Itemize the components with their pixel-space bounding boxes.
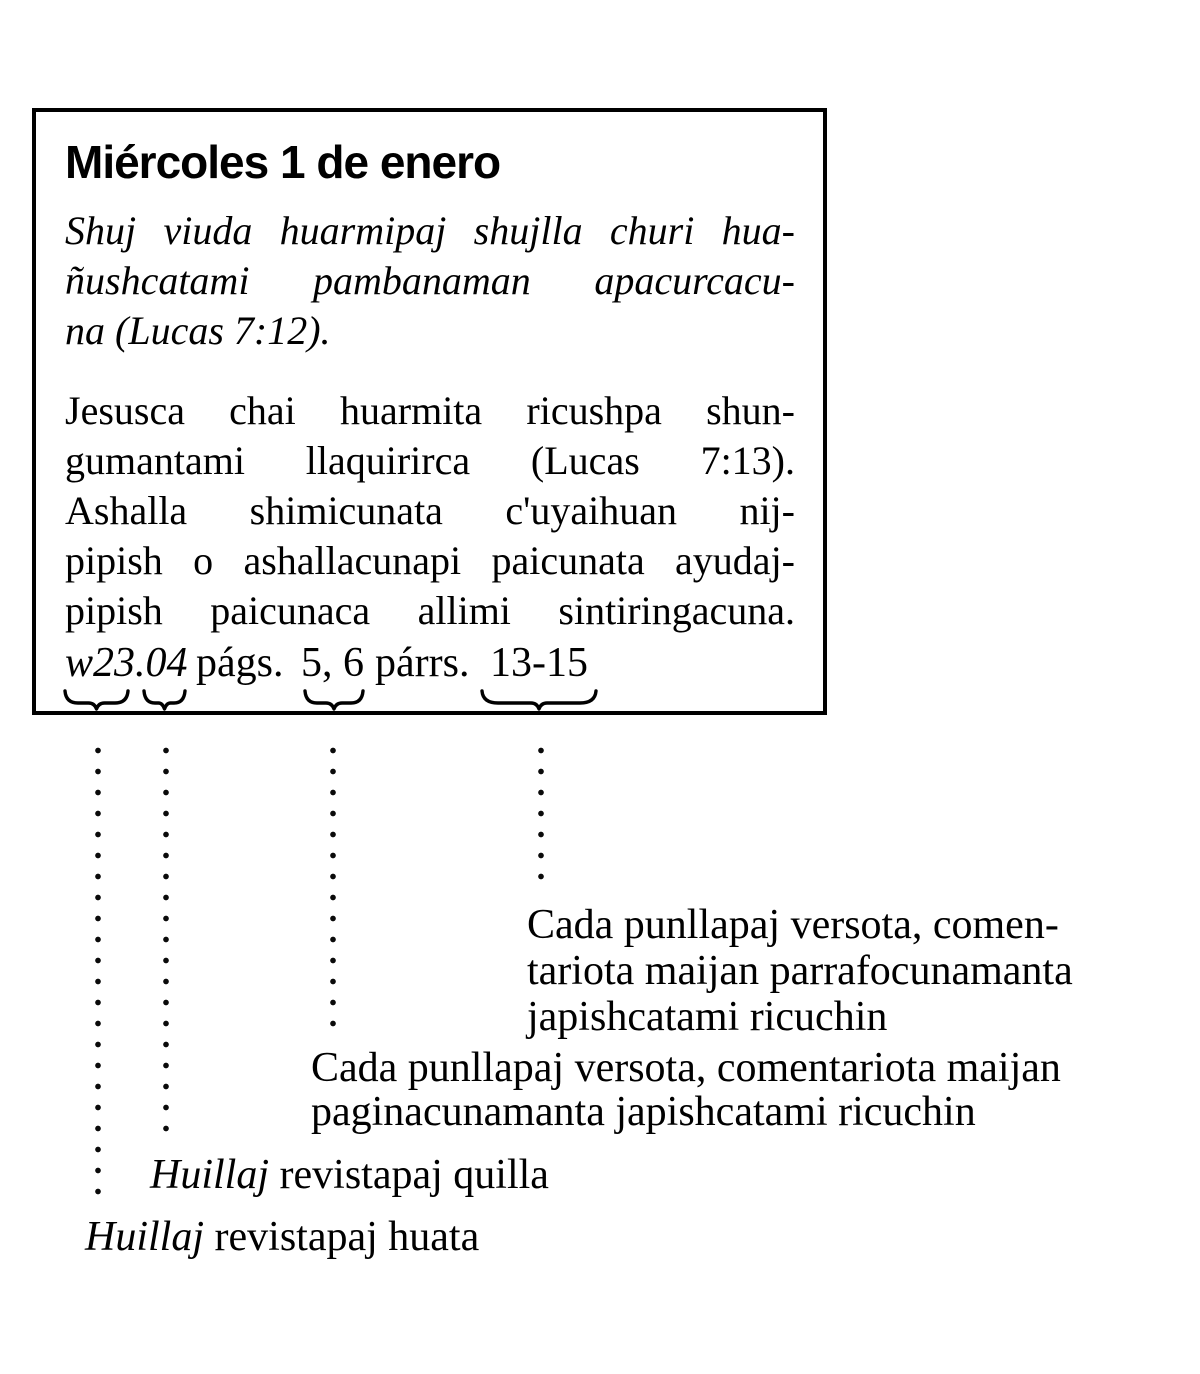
paragraphs-note-line: tariota maijan parrafocunamanta: [527, 948, 1073, 994]
scripture-line: na (Lucas 7:12).: [65, 308, 331, 353]
scripture-text: [65, 206, 795, 356]
comment-line: gumantami llaquirirca (Lucas 7:13).: [65, 438, 795, 483]
paragraphs-note-line: japishcatami ricuchin: [527, 994, 888, 1040]
underbrace-month-icon: [142, 688, 187, 712]
paragraph-numbers: 13-15: [490, 640, 588, 686]
leader-line-year: [95, 740, 101, 1205]
underbrace-year-icon: [63, 688, 130, 712]
month-note: [150, 1152, 549, 1198]
paragraphs-abbreviation: párrs.: [375, 640, 470, 686]
reference-line: [0, 640, 1200, 686]
month-note-magazine-title: Huillaj: [150, 1152, 270, 1198]
underbrace-paragraphs-icon: [480, 688, 598, 712]
year-note-text: revistapaj huata: [204, 1214, 480, 1260]
comment-line: pipish o ashallacunapi paicunata ayudaj-: [65, 538, 795, 583]
daily-text-card: [32, 108, 827, 715]
scripture-line: Shuj viuda huarmipaj shujlla churi hua-: [65, 208, 795, 253]
comment-line: Ashalla shimicunata c'uyaihuan nij-: [65, 488, 795, 533]
leader-line-month: [163, 740, 169, 1140]
comment-text: [65, 386, 795, 636]
month-note-text: revistapaj quilla: [269, 1152, 549, 1198]
date-heading: Miércoles 1 de enero: [65, 136, 501, 188]
year-note: [85, 1214, 479, 1260]
comment-line: Jesusca chai huarmita ricushpa shun-: [65, 388, 795, 433]
daily-text-card-content: [65, 112, 795, 636]
publication-code: w23.04: [65, 640, 188, 686]
leader-line-paragraphs: [538, 740, 544, 884]
paragraphs-note: [527, 902, 1073, 1040]
paragraphs-note-line: Cada punllapaj versota, comen-: [527, 902, 1059, 948]
pages-abbreviation: págs.: [196, 640, 284, 686]
pages-note: [311, 1046, 1061, 1134]
pages-note-line: paginacunamanta japishcatami ricuchin: [311, 1089, 976, 1135]
leader-line-pages: [330, 740, 336, 1027]
pages-note-line: Cada punllapaj versota, comentariota maijan: [311, 1045, 1061, 1091]
scripture-line: ñushcatami pambanaman apacurcacu-: [65, 258, 795, 303]
comment-line: pipish paicunaca allimi sintiringacuna.: [65, 588, 795, 633]
page-numbers: 5, 6: [301, 640, 364, 686]
year-note-magazine-title: Huillaj: [85, 1214, 205, 1260]
underbrace-pages-icon: [303, 688, 365, 712]
